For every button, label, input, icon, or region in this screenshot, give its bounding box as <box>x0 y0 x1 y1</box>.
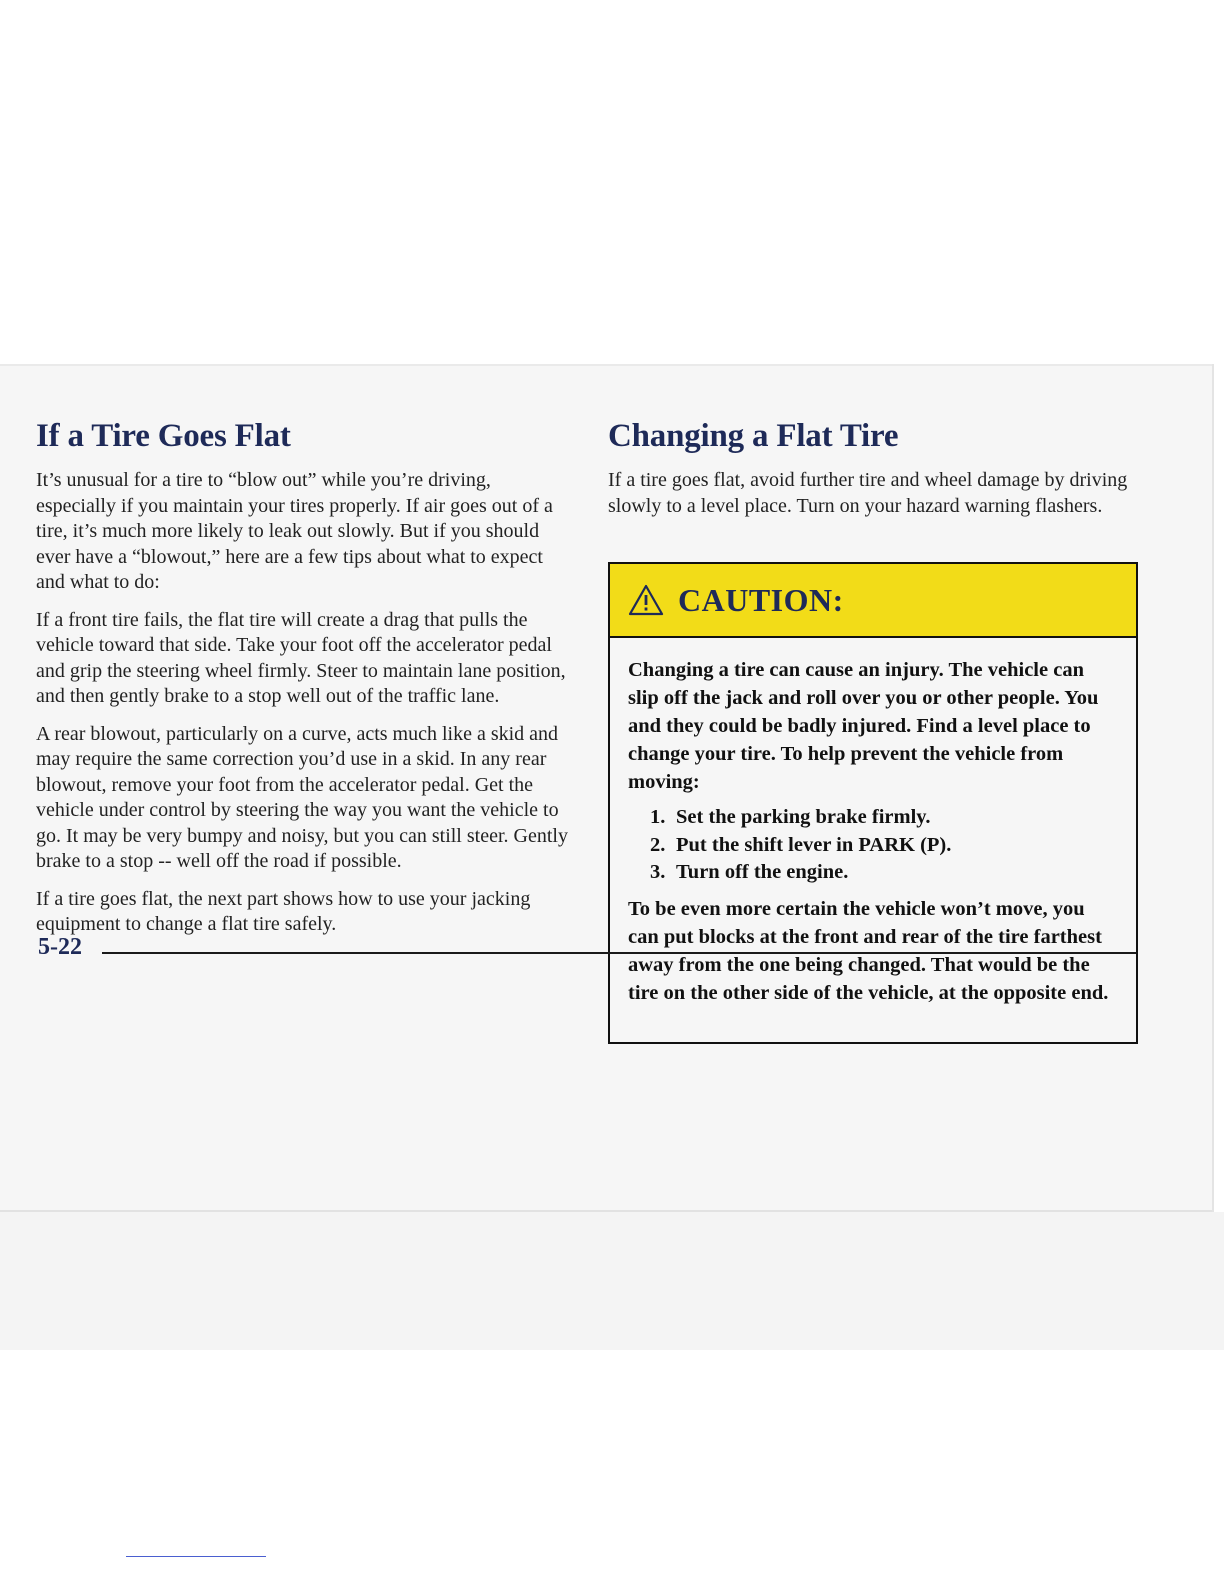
step-number: 3. <box>650 861 666 883</box>
left-column <box>36 414 568 950</box>
bottom-divider <box>126 1556 266 1557</box>
step-text: Put the shift lever in PARK (P). <box>676 833 952 856</box>
caution-step <box>650 804 1118 832</box>
caution-header <box>610 564 1136 638</box>
step-text: Turn off the engine. <box>676 861 849 883</box>
paragraph-rear-blowout: A rear blowout, particularly on a curve, acts much like a skid and may require the same correction you’d use in a skid. In any rear blowout, remove your foot from the accelerator pedal. Get the vehicle under control by steering the way you want the vehicle to go. It may be very bumpy and noisy, but you can still steer. Gently brake to a stop -- well off the road if possible. <box>36 722 568 872</box>
caution-steps-list <box>628 804 1118 887</box>
page-footer <box>38 934 1138 968</box>
paragraph-changing-intro: If a tire goes flat, avoid further tire and wheel damage by driving slowly to a level place. Turn on your hazard warning flashers. <box>608 469 1128 517</box>
footer-rule <box>102 952 1136 954</box>
blank-top-area <box>0 0 1224 364</box>
paragraph-next-part: If a tire goes flat, the next part shows how to use your jacking equipment to change a flat tire safely. <box>36 887 531 935</box>
section-heading-tire-flat: If a Tire Goes Flat <box>36 418 291 454</box>
section-heading-changing-tire: Changing a Flat Tire <box>608 418 899 454</box>
step-text: Set the parking brake firmly. <box>676 806 931 828</box>
warning-triangle-icon <box>628 584 664 616</box>
paragraph-blowout-intro: It’s unusual for a tire to “blow out” while you’re driving, especially if you maintain your tires properly. If air goes out of a tire, it’s much more likely to leak out slowly. But if you should ever have a “blowout,” here are a few tips about what to expect and what to do: <box>36 469 553 593</box>
caution-outro-text: To be even more certain the vehicle won’t move, you can put blocks at the front and rear of the tire farthest away from the one being changed. That would be the tire on the other side of the vehicle, at the opposite end. <box>628 897 1109 1004</box>
blank-bottom-area <box>0 1212 1224 1350</box>
page-number: 5-22 <box>38 934 82 960</box>
caution-step <box>650 832 1118 860</box>
caution-step <box>650 859 1118 887</box>
step-number: 1. <box>650 806 666 828</box>
paragraph-front-tire: If a front tire fails, the flat tire will create a drag that pulls the vehicle toward that side. Take your foot off the accelerator pedal and grip the steering wheel firmly. Steer to maintain lane position, and then gently brake to a stop well out of the traffic lane. <box>36 608 566 707</box>
caution-intro-text: Changing a tire can cause an injury. The vehicle can slip off the jack and roll over you or other people. You and they could be badly injured. Find a level place to change your tire. To help prevent the vehicle from moving: <box>628 659 1099 793</box>
manual-page <box>0 364 1214 1212</box>
caution-title: CAUTION: <box>678 581 844 618</box>
caution-box <box>608 562 1138 1044</box>
step-number: 2. <box>650 833 666 856</box>
right-column <box>608 414 1140 1004</box>
